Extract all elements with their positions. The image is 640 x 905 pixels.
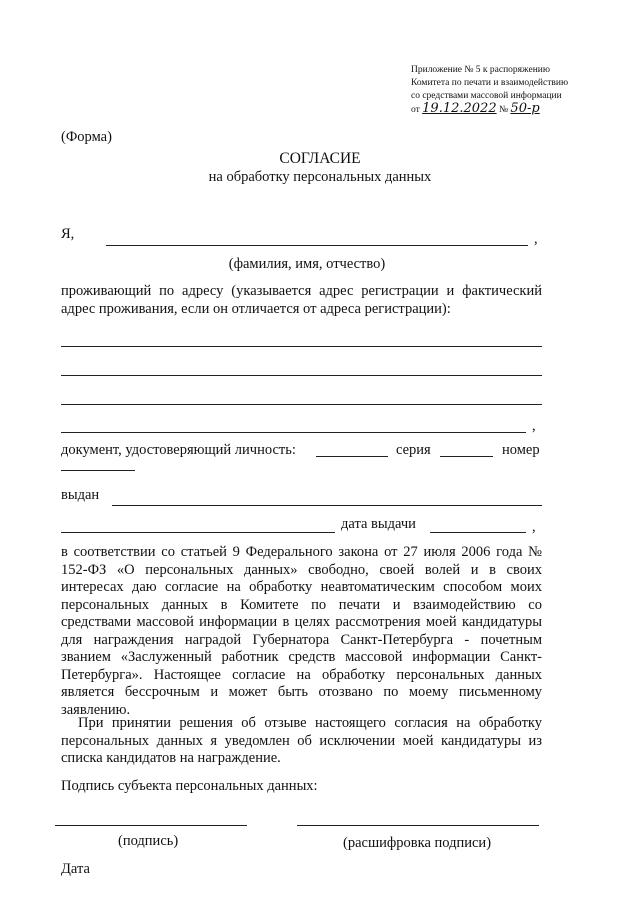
appendix-number-prefix: № bbox=[498, 105, 509, 115]
signature-hint: (подпись) bbox=[118, 833, 179, 849]
page-title: СОГЛАСИЕ bbox=[279, 150, 361, 167]
issued-label: выдан bbox=[61, 487, 100, 503]
name-prefix: Я, bbox=[61, 226, 75, 242]
issue-date-comma: , bbox=[532, 519, 536, 535]
address-label: проживающий по адресу (указывается адрес регистрации и фактический адрес проживания, если он отличается от адреса регистрации): bbox=[61, 283, 542, 317]
name-comma: , bbox=[534, 231, 538, 247]
document-label: документ, удостоверяющий личность: bbox=[61, 442, 296, 458]
issued-field-line-2[interactable] bbox=[61, 532, 335, 533]
signature-field[interactable] bbox=[55, 825, 247, 826]
appendix-date-row bbox=[411, 103, 540, 116]
address-comma: , bbox=[532, 418, 536, 434]
signature-label: Подпись субъекта персональных данных: bbox=[61, 778, 318, 794]
series-field[interactable] bbox=[440, 456, 493, 457]
date-label: Дата bbox=[61, 861, 90, 877]
appendix-line-1: Приложение № 5 к распоряжению bbox=[411, 65, 550, 75]
appendix-line-3: со средствами массовой информации bbox=[411, 91, 562, 101]
page-subtitle: на обработку персональных данных bbox=[208, 169, 432, 185]
document-type-field[interactable] bbox=[316, 456, 388, 457]
issued-field-line-1[interactable] bbox=[112, 505, 542, 506]
address-line-2[interactable] bbox=[61, 375, 542, 376]
appendix-line-2: Комитета по печати и взаимодействию bbox=[411, 78, 569, 88]
appendix-date-value: 19.12.2022 bbox=[422, 101, 497, 116]
series-label: серия bbox=[396, 442, 431, 458]
name-field-line[interactable] bbox=[106, 245, 528, 246]
address-line-4[interactable] bbox=[61, 432, 526, 433]
form-label: (Форма) bbox=[61, 129, 112, 145]
number-field[interactable] bbox=[61, 470, 135, 471]
signature-decode-field[interactable] bbox=[297, 825, 539, 826]
revoke-paragraph: При принятии решения об отзыве настоящего согласия на обработку персональных данных я уведомлен об исключении моей кандидатуры из списка кандидатов на награждение. bbox=[61, 715, 542, 766]
decode-hint: (расшифровка подписи) bbox=[343, 835, 492, 851]
appendix-date-prefix: от bbox=[411, 105, 420, 115]
appendix-number-value: 50-р bbox=[510, 101, 540, 116]
name-hint: (фамилия, имя, отчество) bbox=[228, 256, 386, 272]
number-label: номер bbox=[502, 442, 540, 458]
address-line-3[interactable] bbox=[61, 404, 542, 405]
consent-paragraph: в соответствии со статьей 9 Федерального закона от 27 июля 2006 года № 152-ФЗ «О персональных данных» свободно, своей волей и в своих интересах даю согласие на обработку неавтоматическим способом моих персональных данных в Комитете по печати и взаимодействию со средствами массовой информации в целях рассмотрения моей кандидатуры для награждения наградой Губернатора Санкт-Петербурга - почетным званием «Заслуженный работник средств массовой информации Санкт-Петербурга». Настоящее согласие на обработку персональных данных является бессрочным и может быть отозвано по моему письменному заявлению. bbox=[61, 544, 542, 718]
issue-date-field[interactable] bbox=[430, 532, 526, 533]
issue-date-label: дата выдачи bbox=[341, 516, 416, 532]
address-line-1[interactable] bbox=[61, 346, 542, 347]
